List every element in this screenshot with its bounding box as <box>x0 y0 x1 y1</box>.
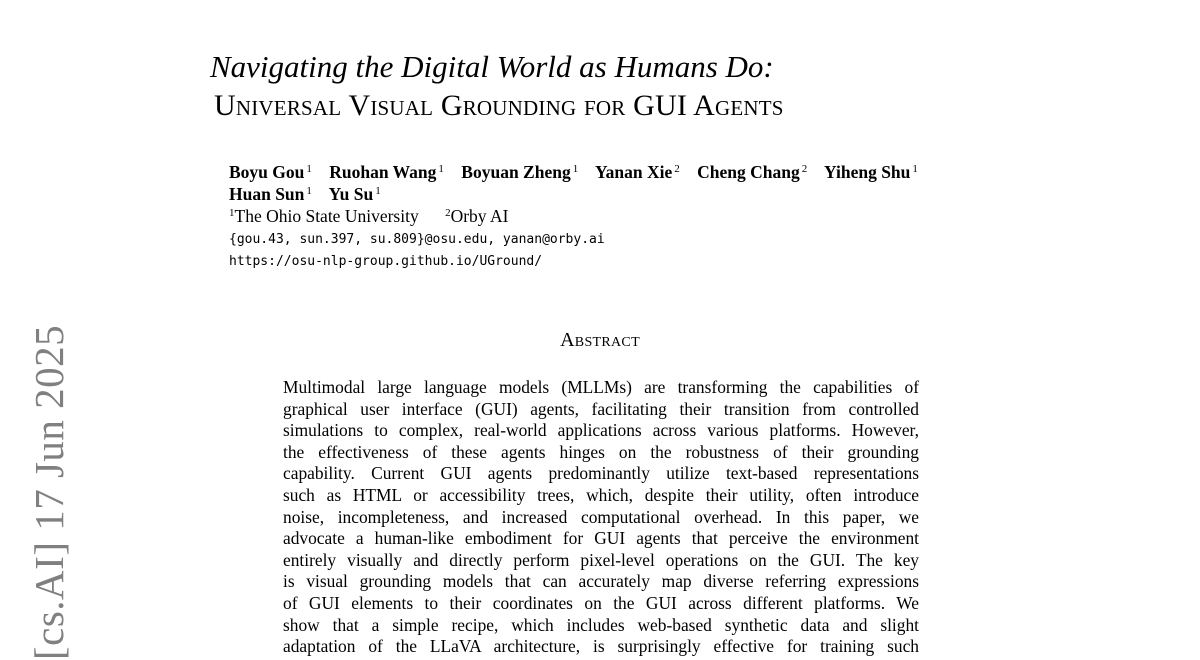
author: Cheng Chang $^2$ <box>697 162 808 182</box>
author: Boyuan Zheng $^1$ <box>461 162 579 182</box>
affiliation: $^2$Orby AI <box>445 206 509 226</box>
abstract-line: capability. Current GUI agents predominantly utilize text-based representations <box>283 463 919 484</box>
abstract-body <box>283 377 919 658</box>
author: Yanan Xie $^2$ <box>594 162 680 182</box>
paper-title-line-2: Universal Visual Grounding for GUI Agents <box>214 89 784 122</box>
abstract-line: is visual grounding models that can accurately map diverse referring expressions <box>283 571 919 592</box>
abstract-line: simulations to complex, real-world applications across various platforms. However, <box>283 420 919 441</box>
abstract-line: advocate a human-like embodiment for GUI agents that perceive the environment <box>283 528 919 549</box>
abstract-line: graphical user interface (GUI) agents, facilitating their transition from controlled <box>283 398 919 419</box>
author-emails: {gou.43, sun.397, su.809}@osu.edu, yanan@orby.ai <box>229 232 605 247</box>
author-list <box>229 161 1029 205</box>
abstract-line: noise, incompleteness, and increased computational overhead. In this paper, we <box>283 506 919 527</box>
abstract-line: show that a simple recipe, which includes web-based synthetic data and slight <box>283 614 919 635</box>
arxiv-stamp: [cs.AI] 17 Jun 2025 <box>26 324 72 660</box>
abstract-line: of GUI elements to their coordinates on the GUI across different platforms. We <box>283 592 919 613</box>
paper-title-line-1: Navigating the Digital World as Humans Do: <box>210 49 774 84</box>
author: Yu Su $^1$ <box>328 184 381 204</box>
abstract-heading: Abstract <box>560 329 640 351</box>
abstract-line: Multimodal large language models (MLLMs) are transforming the capabilities of <box>283 377 919 397</box>
author: Yiheng Shu $^1$ <box>823 162 918 182</box>
affiliation: $^1$The Ohio State University <box>229 206 419 226</box>
project-url-link[interactable]: https://osu-nlp-group.github.io/UGround/ <box>229 254 543 269</box>
author: Ruohan Wang $^1$ <box>329 162 444 182</box>
abstract-line: entirely visually and directly perform pixel-level operations on the GUI. The key <box>283 549 919 570</box>
abstract-line: such as HTML or accessibility trees, which, despite their utility, often introduce <box>283 484 919 505</box>
abstract-line: the effectiveness of these agents hinges on the robustness of their grounding <box>283 441 919 462</box>
author: Huan Sun $^1$ <box>229 184 312 204</box>
abstract-line: adaptation of the LLaVA architecture, is surprisingly effective for training such <box>283 636 919 657</box>
author: Boyu Gou $^1$ <box>229 162 312 182</box>
affiliations <box>229 206 530 227</box>
